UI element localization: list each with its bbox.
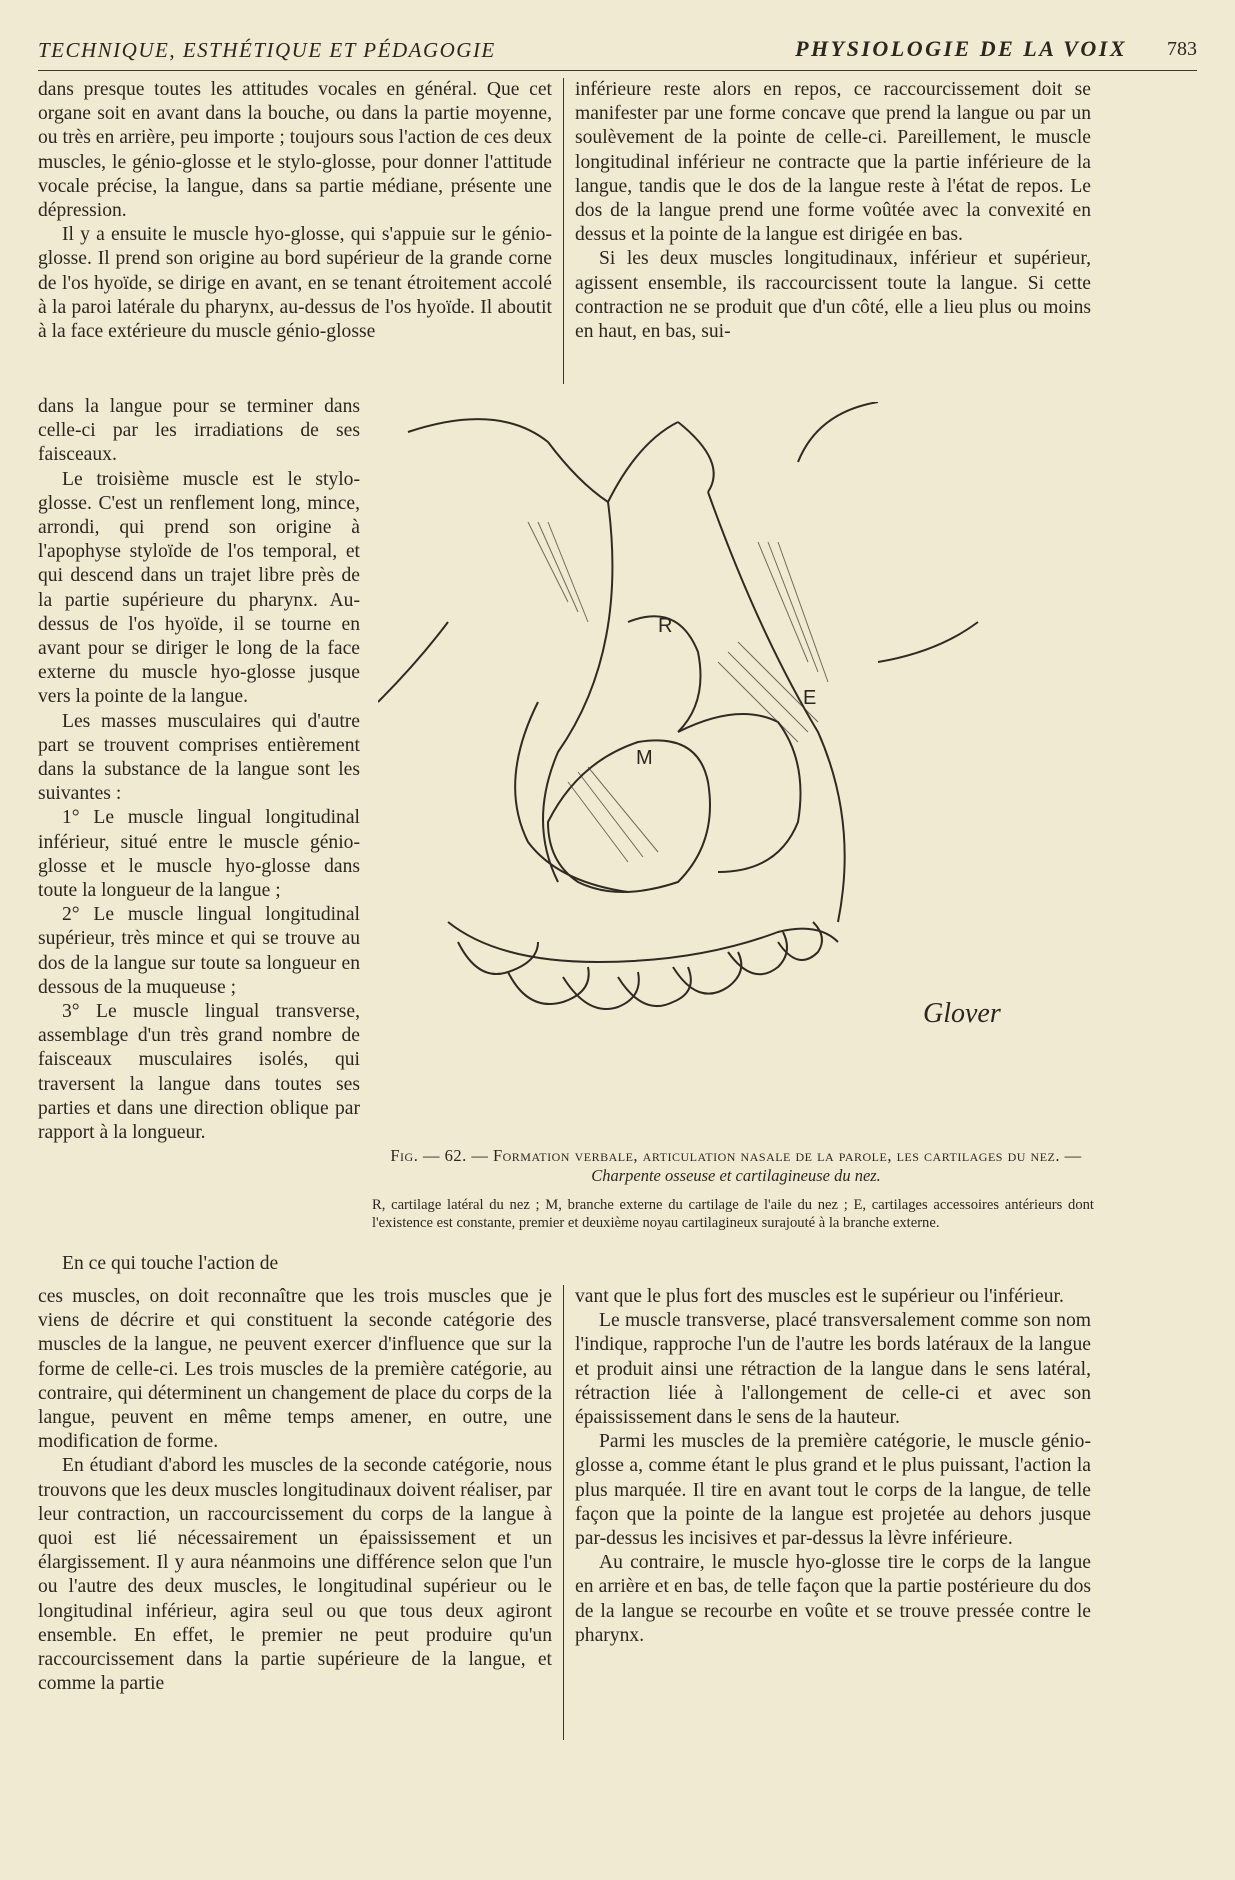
figure-legend: R, cartilage latéral du nez ; M, branche externe du cartilage de l'aile du nez ; E, cartilages accessoires antérieurs dont l'existence est constante, premier et deuxième noyau cartilagineux surajouté à la branche externe. — [372, 1197, 1094, 1231]
list-item: 1° Le muscle lingual longitudinal inférieur, situé entre le muscle génio-glosse et le muscle hyo-glosse dans toute la longueur de la langue ; — [38, 807, 360, 902]
paragraph: inférieure reste alors en repos, ce raccourcissement doit se manifester par une forme concave que prend la langue ou par un soulèvement de la pointe de celle-ci. Pareillement, le muscle longitudinal inférieur ne contracte que la partie inférieure de la langue, tandis que le dos de la langue reste à l'état de repos. Le dos de la langue prend une forme voûtée avec la convexité en dessus et la pointe de la langue est dirigée en bas. — [575, 79, 1091, 246]
paragraph: dans presque toutes les attitudes vocales en général. Que cet organe soit en avant dans la bouche, ou dans la partie moyenne, ou très en arrière, peu importe ; toujours sous l'action de ces deux muscles, le génio-glosse et le stylo-glosse, pour donner l'attitude vocale précise, la langue, dans sa partie médiane, présente une dépression. — [38, 79, 552, 222]
label-M: M — [636, 747, 653, 769]
figure-caption — [380, 1146, 1092, 1186]
paragraph: Il y a ensuite le muscle hyo-glosse, qui s'appuie sur le génio-glosse. Il prend son origine au bord supérieur de la grande corne de l'os hyoïde, se dirige en avant, en se tenant étroitement accolé à la paroi latérale du pharynx, au-dessus de l'os hyoïde. Il aboutit à la face extérieure du muscle génio-glosse — [38, 224, 552, 343]
paragraph-start: En ce qui touche l'action de — [62, 1253, 279, 1274]
header-section-title: TECHNIQUE, ESTHÉTIQUE ET PÉDAGOGIE — [38, 38, 496, 62]
column-divider — [563, 1285, 564, 1740]
top-right-column — [575, 78, 1091, 344]
paragraph: vant que le plus fort des muscles est le supérieur ou l'inférieur. — [575, 1286, 1064, 1307]
paragraph: En étudiant d'abord les muscles de la seconde catégorie, nous trouvons que les deux muscles longitudinaux doivent réaliser, par leur contraction, un raccourcissement du corps de la langue à quoi est lié nécessairement un épaississement et un élargissement. Il y aura néanmoins une différence selon que l'un ou l'autre des deux muscles, le longitudinal supérieur ou le longitudinal inférieur, agira seul ou que tous deux agiront ensemble. En effet, le premier ne peut produire qu'un raccourcissement dans la partie supérieure de la langue, et comme la partie — [38, 1455, 552, 1695]
nose-cartilage-drawing — [378, 402, 1092, 1142]
top-left-column — [38, 78, 552, 344]
paragraph: Les masses musculaires qui d'autre part se trouvent comprises entièrement dans la substance de la langue sont les suivantes : — [38, 710, 360, 805]
anatomical-illustration — [378, 402, 1092, 1142]
artist-signature: Glover — [923, 998, 1001, 1029]
running-header — [38, 36, 1197, 71]
paragraph: Parmi les muscles de la première catégorie, le muscle génio-glosse a, comme étant le plus grand et le plus puissant, l'action la plus marquée. Il tire en avant tout le corps de la langue, de telle façon que la pointe de la langue est projetée au dehors jusque par-dessus les incisives et par-dessus la lèvre inférieure. — [575, 1431, 1091, 1550]
paragraph: Au contraire, le muscle hyo-glosse tire le corps de la langue en arrière et en bas, de telle façon que la partie postérieure du dos de la langue se recourbe en voûte et se trouve pressée contre le pharynx. — [575, 1552, 1091, 1646]
list-item: 2° Le muscle lingual longitudinal supérieur, très mince et qui se trouve au dos de la langue sur toute sa longueur en dessous de la muqueuse ; — [38, 904, 360, 998]
bottom-right-column — [575, 1285, 1091, 1648]
page-number: 783 — [1167, 38, 1197, 60]
paragraph: Le muscle transverse, placé transversalement comme son nom l'indique, rapproche l'un de l'autre les bords latéraux de la langue et produit ainsi une rétraction de la langue dans le sens latéral, rétraction liée à l'allongement de celle-ci et avec son épaississement dans le sens de la hauteur. — [575, 1310, 1091, 1429]
label-R: R — [658, 615, 673, 637]
paragraph: Le troisième muscle est le stylo-glosse. C'est un renflement long, mince, arrondi, qui prend son origine à l'apophyse styloïde de l'os temporal, et qui descend dans un trajet libre près de la partie supérieure du pharynx. Au-dessus de l'os hyoïde, il se tourne en avant pour se diriger le long de la face externe du muscle hyo-glosse jusque vers la pointe de la langue. — [38, 468, 360, 708]
column-divider — [563, 78, 564, 384]
caption-subtitle: Charpente osseuse et cartilagineuse du nez. — [591, 1166, 881, 1185]
bottom-left-column — [38, 1285, 552, 1696]
paragraph: Si les deux muscles longitudinaux, inférieur et supérieur, agissent ensemble, ils raccourcissent toute la langue. Si cette contraction ne se produit que d'un côté, elle a lieu plus ou moins en haut, en bas, sui- — [575, 248, 1091, 343]
list-item: 3° Le muscle lingual transverse, assemblage d'un très grand nombre de faisceaux musculaires isolés, qui traversent la langue dans toutes ses parties et dans une direction oblique par rapport à la longueur. — [38, 1001, 360, 1144]
header-chapter-title: PHYSIOLOGIE DE LA VOIX — [795, 36, 1127, 61]
mid-left-column — [38, 395, 360, 1145]
paragraph: ces muscles, on doit reconnaître que les trois muscles que je viens de décrire et qui constituent la seconde catégorie des muscles de la langue, ne peuvent exercer d'influence que sur la forme de celle-ci. Les trois muscles de la première catégorie, au contraire, qui déterminent un changement de place du corps de la langue, peuvent en même temps amener, en outre, une modification de forme. — [38, 1286, 552, 1453]
caption-title: Fig. — 62. — Formation verbale, articulation nasale de la parole, les cartilages du nez. — — [390, 1146, 1082, 1165]
label-E: E — [803, 687, 817, 709]
paragraph: dans la langue pour se terminer dans celle-ci par les irradiations de ses faisceaux. — [38, 396, 360, 466]
